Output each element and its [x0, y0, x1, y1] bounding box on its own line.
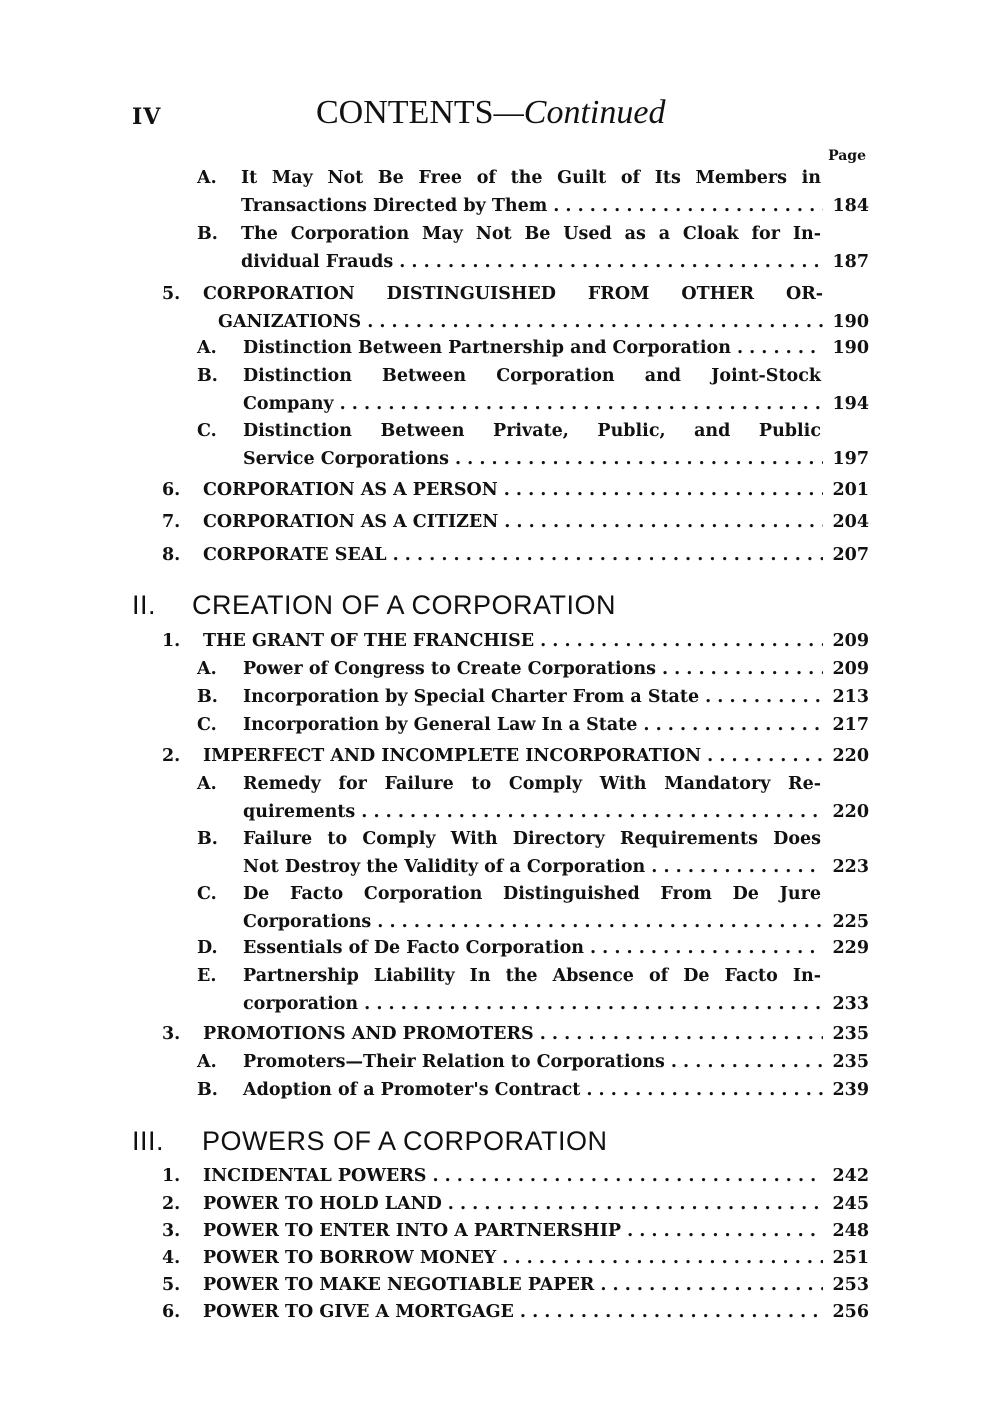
- toc-entry[interactable]: [197, 1052, 869, 1080]
- entry-title: Incorporation by Special Charter From a State: [243, 687, 700, 707]
- entry-number: 5.: [162, 284, 181, 304]
- entry-title-line1: Partnership Liability In the Absence of De Facto In-: [243, 966, 821, 986]
- entry-page: 248: [832, 1221, 869, 1241]
- dot-leader: [600, 1275, 823, 1295]
- dot-leader: [432, 1166, 823, 1186]
- entry-number: B.: [197, 1080, 218, 1100]
- entry-number: A.: [197, 168, 217, 188]
- page-number: IV: [132, 104, 162, 130]
- entry-page: 235: [832, 1024, 869, 1044]
- entry-number: 3.: [162, 1024, 181, 1044]
- toc-entry[interactable]: [197, 366, 869, 422]
- dot-leader: [393, 545, 823, 565]
- dot-leader: [590, 938, 823, 958]
- entry-title-line1: Distinction Between Corporation and Joint-Stock: [243, 366, 821, 386]
- entry-title: Power of Congress to Create Corporations: [243, 659, 656, 679]
- entry-title: THE GRANT OF THE FRANCHISE: [203, 631, 535, 651]
- dot-leader: [540, 631, 823, 651]
- entry-number: 2.: [162, 1194, 181, 1214]
- toc-entry[interactable]: [197, 1080, 869, 1108]
- toc-entry[interactable]: [197, 338, 869, 366]
- entry-page: 229: [832, 938, 869, 958]
- entry-title-line2: Not Destroy the Validity of a Corporation: [243, 857, 646, 877]
- entry-page: 187: [832, 252, 869, 272]
- entry-title: CORPORATION AS A PERSON: [203, 480, 498, 500]
- section-heading: [132, 590, 616, 621]
- page-column-label: Page: [828, 148, 866, 164]
- entry-number: B.: [197, 366, 218, 386]
- entry-title: Adoption of a Promoter's Contract: [243, 1080, 581, 1100]
- dot-leader: [504, 512, 823, 532]
- entry-page: 220: [832, 746, 869, 766]
- entry-title: CORPORATE SEAL: [203, 545, 387, 565]
- toc-entry[interactable]: [197, 715, 869, 743]
- entry-page: 190: [832, 338, 869, 358]
- entry-page: 220: [832, 802, 869, 822]
- entry-page: 251: [832, 1248, 869, 1268]
- entry-page: 213: [832, 687, 869, 707]
- toc-entry[interactable]: [162, 480, 869, 508]
- toc-entry[interactable]: [162, 545, 869, 573]
- toc-entry[interactable]: [197, 659, 869, 687]
- dot-leader: [448, 1194, 823, 1214]
- dot-leader: [502, 1248, 823, 1268]
- entry-number: 5.: [162, 1275, 181, 1295]
- entry-number: 1.: [162, 1166, 181, 1186]
- entry-page: 207: [832, 545, 869, 565]
- dot-leader: [520, 1302, 823, 1322]
- entry-title: PROMOTIONS AND PROMOTERS: [203, 1024, 534, 1044]
- entry-title: IMPERFECT AND INCOMPLETE INCORPORATION: [203, 746, 702, 766]
- dot-leader: [586, 1080, 823, 1100]
- toc-entry[interactable]: [162, 1275, 869, 1303]
- entry-title-line1: Failure to Comply With Directory Requirements Does: [243, 829, 821, 849]
- entry-page: 194: [832, 394, 869, 414]
- entry-page: 225: [832, 912, 869, 932]
- dot-leader: [705, 687, 823, 707]
- entry-title: POWER TO MAKE NEGOTIABLE PAPER: [203, 1275, 595, 1295]
- entry-title: Promoters—Their Relation to Corporations: [243, 1052, 665, 1072]
- entry-number: 8.: [162, 545, 181, 565]
- entry-title: Essentials of De Facto Corporation: [243, 938, 584, 958]
- section-title: CREATION OF A CORPORATION: [192, 590, 617, 620]
- toc-entry[interactable]: [197, 687, 869, 715]
- dot-leader: [643, 715, 823, 735]
- entry-page: 190: [832, 312, 869, 332]
- section-heading: [132, 1126, 608, 1157]
- entry-title: POWER TO HOLD LAND: [203, 1194, 442, 1214]
- entry-title-line2: quirements: [243, 802, 356, 822]
- entry-page: 242: [832, 1166, 869, 1186]
- dot-leader: [504, 480, 823, 500]
- dot-leader: [399, 252, 823, 272]
- entry-page: 204: [832, 512, 869, 532]
- entry-number: B.: [197, 687, 218, 707]
- entry-number: C.: [197, 884, 217, 904]
- entry-title: Distinction Between Partnership and Corporation: [243, 338, 731, 358]
- entry-title-line1: It May Not Be Free of the Guilt of Its Members in: [241, 168, 821, 188]
- toc-entry[interactable]: [162, 631, 869, 659]
- dot-leader: [377, 912, 823, 932]
- entry-title-line1: De Facto Corporation Distinguished From De Jure: [243, 884, 821, 904]
- dot-leader: [662, 659, 823, 679]
- toc-entry[interactable]: [162, 1166, 869, 1194]
- entry-title-line1: The Corporation May Not Be Used as a Cloak for In-: [241, 224, 821, 244]
- dot-leader: [367, 312, 823, 332]
- dot-leader: [707, 746, 823, 766]
- section-roman: III.: [132, 1126, 165, 1156]
- toc-entry[interactable]: [197, 421, 869, 477]
- entry-page: 201: [832, 480, 869, 500]
- toc-entry[interactable]: [197, 224, 869, 280]
- entry-page: 233: [832, 994, 869, 1014]
- entry-page: 209: [832, 631, 869, 651]
- entry-number: A.: [197, 338, 217, 358]
- toc-entry[interactable]: [162, 1302, 869, 1330]
- entry-title: INCIDENTAL POWERS: [203, 1166, 427, 1186]
- toc-entry[interactable]: [197, 938, 869, 966]
- dot-leader: [540, 1024, 823, 1044]
- entry-title: POWER TO ENTER INTO A PARTNERSHIP: [203, 1221, 622, 1241]
- entry-page: 256: [832, 1302, 869, 1322]
- entry-page: 197: [832, 449, 869, 469]
- entry-title-line2: Service Corporations: [243, 449, 449, 469]
- entry-page: 217: [832, 715, 869, 735]
- entry-number: B.: [197, 224, 218, 244]
- toc-entry[interactable]: [197, 774, 869, 830]
- dot-leader: [651, 857, 823, 877]
- toc-entry[interactable]: [197, 966, 869, 1022]
- toc-entry[interactable]: [197, 168, 869, 224]
- entry-title-line2: Corporations: [243, 912, 372, 932]
- dot-leader: [361, 802, 823, 822]
- page-title-continued: —Continued: [493, 94, 666, 131]
- page-title-main: CONTENTS: [316, 94, 494, 131]
- entry-title-line1: Distinction Between Private, Public, and Public: [243, 421, 821, 441]
- section-roman: II.: [132, 590, 157, 620]
- entry-number: E.: [197, 966, 217, 986]
- toc-entry[interactable]: [162, 284, 869, 340]
- entry-page: 245: [832, 1194, 869, 1214]
- toc-entry[interactable]: [162, 1194, 869, 1222]
- dot-leader: [455, 449, 823, 469]
- toc-entry[interactable]: [162, 1248, 869, 1276]
- entry-number: 2.: [162, 746, 181, 766]
- toc-entry[interactable]: [197, 884, 869, 940]
- entry-number: C.: [197, 421, 217, 441]
- entry-page: 235: [832, 1052, 869, 1072]
- entry-number: C.: [197, 715, 217, 735]
- entry-number: 7.: [162, 512, 181, 532]
- entry-page: 239: [832, 1080, 869, 1100]
- entry-number: D.: [197, 938, 218, 958]
- section-title: POWERS OF A CORPORATION: [202, 1126, 608, 1156]
- entry-title-line2: Transactions Directed by Them: [241, 196, 548, 216]
- entry-number: 6.: [162, 480, 181, 500]
- entry-page: 223: [832, 857, 869, 877]
- entry-number: 1.: [162, 631, 181, 651]
- entry-number: B.: [197, 829, 218, 849]
- entry-page: 184: [832, 196, 869, 216]
- toc-entry[interactable]: [162, 746, 869, 774]
- entry-title: Incorporation by General Law In a State: [243, 715, 638, 735]
- entry-page: 209: [832, 659, 869, 679]
- entry-title: CORPORATION AS A CITIZEN: [203, 512, 499, 532]
- entry-title: POWER TO BORROW MONEY: [203, 1248, 497, 1268]
- toc-entry[interactable]: [197, 829, 869, 885]
- entry-title-line1: CORPORATION DISTINGUISHED FROM OTHER OR-: [203, 284, 823, 304]
- dot-leader: [737, 338, 823, 358]
- entry-title-line2: dividual Frauds: [241, 252, 394, 272]
- page-title: [316, 94, 665, 132]
- dot-leader: [627, 1221, 823, 1241]
- dot-leader: [553, 196, 823, 216]
- entry-title-line2: corporation: [243, 994, 359, 1014]
- entry-title: POWER TO GIVE A MORTGAGE: [203, 1302, 514, 1322]
- entry-number: 6.: [162, 1302, 181, 1322]
- entry-number: A.: [197, 774, 217, 794]
- dot-leader: [364, 994, 823, 1014]
- entry-page: 253: [832, 1275, 869, 1295]
- toc-entry[interactable]: [162, 1024, 869, 1052]
- entry-number: A.: [197, 659, 217, 679]
- toc-entry[interactable]: [162, 1221, 869, 1249]
- entry-title-line2: Company: [243, 394, 334, 414]
- dot-leader: [671, 1052, 823, 1072]
- entry-title-line1: Remedy for Failure to Comply With Mandatory Re-: [243, 774, 821, 794]
- entry-number: 3.: [162, 1221, 181, 1241]
- entry-number: 4.: [162, 1248, 181, 1268]
- toc-entry[interactable]: [162, 512, 869, 540]
- dot-leader: [340, 394, 823, 414]
- entry-number: A.: [197, 1052, 217, 1072]
- entry-title-line2: GANIZATIONS: [218, 312, 362, 332]
